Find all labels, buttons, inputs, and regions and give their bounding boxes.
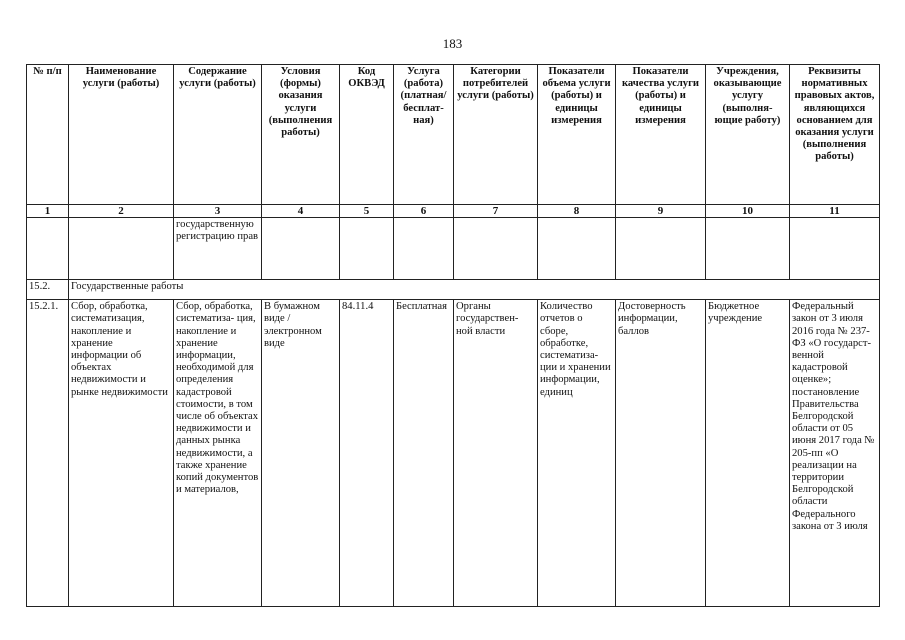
header-cell-okved: Код ОКВЭД — [340, 65, 394, 205]
header-cell-consumers: Категории потребителей услуги (работы) — [454, 65, 538, 205]
service-content: Сбор, обработка, систематиза- ция, накопление и хранение информации, необходимой для определения кадастровой стоимости, в том числе об объектах недвижимости и данных рынка недвижимости, а также хранение копий документов и материалов, — [174, 300, 262, 607]
column-number: 9 — [616, 205, 706, 218]
header-cell-conditions: Условия (формы) оказания услуги (выполнения работы) — [262, 65, 340, 205]
empty-cell — [394, 218, 454, 280]
header-cell-name: Наименование услуги (работы) — [69, 65, 174, 205]
empty-cell — [454, 218, 538, 280]
empty-cell — [69, 218, 174, 280]
section-number: 15.2. — [27, 280, 69, 300]
column-number: 6 — [394, 205, 454, 218]
volume-indicators: Количество отчетов о сборе, обработке, систематиза- ции и хранении информации, единиц — [538, 300, 616, 607]
table-row — [27, 300, 880, 607]
empty-cell — [340, 218, 394, 280]
empty-cell — [706, 218, 790, 280]
page-number: 183 — [442, 36, 463, 51]
header-cell-quality: Показатели качества услуги (работы) и единицы измерения — [616, 65, 706, 205]
okved-code: 84.11.4 — [340, 300, 394, 607]
header-cell-number: № п/п — [27, 65, 69, 205]
column-number: 10 — [706, 205, 790, 218]
service-conditions: В бумажном виде / электронном виде — [262, 300, 340, 607]
quality-indicators: Достоверность информации, баллов — [616, 300, 706, 607]
column-number-row — [27, 205, 880, 218]
header-cell-paid: Услуга (работа) (платная/ бесплат- ная) — [394, 65, 454, 205]
column-number: 5 — [340, 205, 394, 218]
institutions: Бюджетное учреждение — [706, 300, 790, 607]
column-number: 1 — [27, 205, 69, 218]
header-cell-institutions: Учреждения, оказывающие услугу (выполня- ющие работу) — [706, 65, 790, 205]
header-cell-content: Содержание услуги (работы) — [174, 65, 262, 205]
header-cell-volume: Показатели объема услуги (работы) и единицы измерения — [538, 65, 616, 205]
empty-cell — [616, 218, 706, 280]
section-row — [27, 280, 880, 300]
column-number: 4 — [262, 205, 340, 218]
header-cell-legal-acts: Реквизиты нормативных правовых актов, являющихся основанием для оказания услуги (выполнения работы) — [790, 65, 880, 205]
services-registry-table — [26, 64, 880, 607]
column-number: 8 — [538, 205, 616, 218]
continuation-row — [27, 218, 880, 280]
section-title: Государственные работы — [69, 280, 880, 300]
column-number: 3 — [174, 205, 262, 218]
empty-cell — [262, 218, 340, 280]
service-name: Сбор, обработка, систематизация, накопление и хранение информации об объектах недвижимости и рынке недвижимости — [69, 300, 174, 607]
empty-cell — [790, 218, 880, 280]
empty-cell — [27, 218, 69, 280]
paid-status: Бесплатная — [394, 300, 454, 607]
legal-acts: Федеральный закон от 3 июля 2016 года № 237-ФЗ «О государст- венной кадастровой оценке»; постановление Правительства Белгородской области от 05 июня 2017 года № 205-пп «О реализации на территории Белгородской области Федерального закона от 3 июля — [790, 300, 880, 607]
header-row — [27, 65, 880, 205]
empty-cell — [538, 218, 616, 280]
row-number: 15.2.1. — [27, 300, 69, 607]
continuation-content-cell: государственную регистрацию прав — [174, 218, 262, 280]
column-number: 7 — [454, 205, 538, 218]
column-number: 11 — [790, 205, 880, 218]
column-number: 2 — [69, 205, 174, 218]
consumer-categories: Органы государствен- ной власти — [454, 300, 538, 607]
